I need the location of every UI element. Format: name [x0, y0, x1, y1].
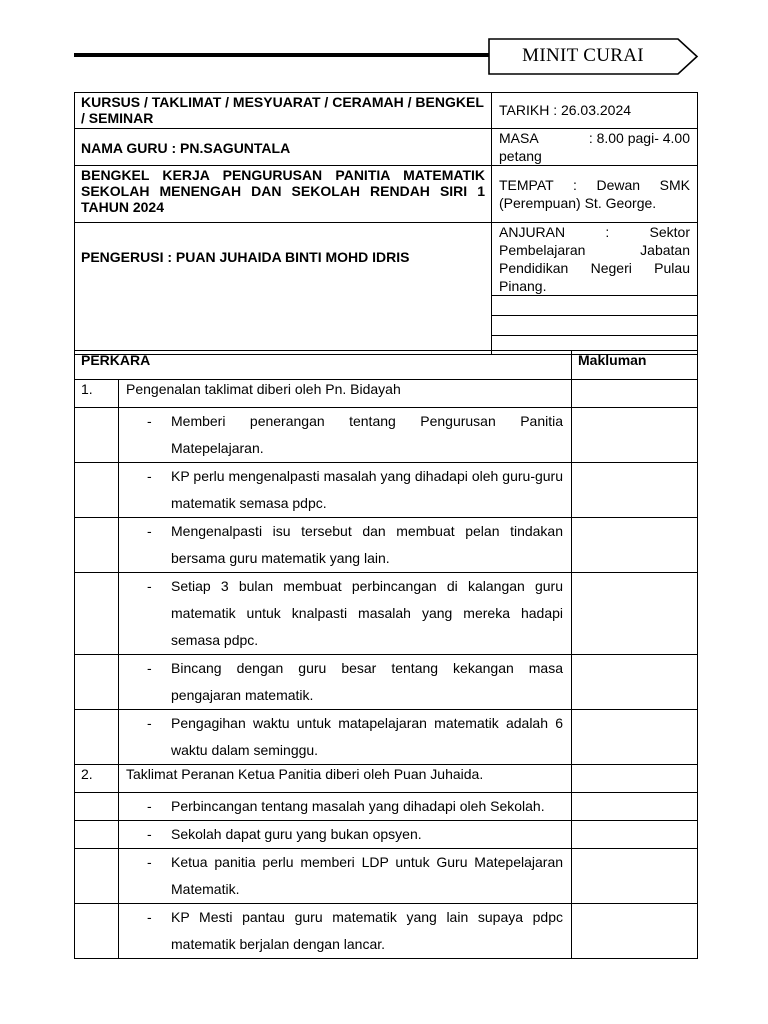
organizer-field: ANJURAN : Sektor Pembelajaran Jabatan Pendidikan Negeri Pulau Pinang.	[492, 223, 698, 296]
makluman-cell	[572, 408, 698, 463]
list-item	[119, 793, 572, 821]
bullet-dash: -	[147, 660, 152, 676]
list-item-text: Sekolah dapat guru yang bukan opsyen.	[171, 826, 422, 842]
time-value-cont: petang	[499, 148, 542, 164]
list-item-text: Memberi penerangan tentang Pengurusan Panitia Matepelajaran.	[171, 413, 564, 456]
list-item	[119, 821, 572, 849]
minutes-table	[74, 350, 698, 959]
bullet-dash: -	[147, 854, 152, 870]
list-item	[119, 849, 572, 904]
number-cell	[75, 463, 119, 518]
header-rule	[74, 53, 490, 57]
list-item-text: Pengagihan waktu untuk matapelajaran matematik adalah 6 waktu dalam seminggu.	[171, 715, 564, 758]
list-item-text: Setiap 3 bulan membuat perbincangan di kalangan guru matematik untuk knalpasti masalah yang mereka hadapi semasa pdpc.	[171, 578, 564, 648]
list-item	[119, 518, 572, 573]
bullet-dash: -	[147, 413, 152, 429]
number-cell	[75, 518, 119, 573]
number-cell	[75, 573, 119, 655]
bullet-dash: -	[147, 826, 152, 842]
number-cell	[75, 655, 119, 710]
makluman-cell	[572, 849, 698, 904]
meeting-info-table	[74, 92, 698, 355]
venue-field: TEMPAT : Dewan SMK (Perempuan) St. George.	[492, 166, 698, 223]
makluman-cell	[572, 518, 698, 573]
makluman-cell	[572, 765, 698, 793]
number-cell	[75, 904, 119, 959]
list-item	[119, 463, 572, 518]
list-item-text: Ketua panitia perlu memberi LDP untuk Guru Matepelajaran Matematik.	[171, 854, 564, 897]
list-item	[119, 573, 572, 655]
document-title: MINIT CURAI	[522, 45, 644, 66]
number-cell	[75, 821, 119, 849]
bullet-dash: -	[147, 523, 152, 539]
workshop-title: BENGKEL KERJA PENGURUSAN PANITIA MATEMATIK SEKOLAH MENENGAH DAN SEKOLAH RENDAH SIRI 1 TAHUN 2024	[75, 166, 492, 223]
makluman-cell	[572, 573, 698, 655]
bullet-dash: -	[147, 468, 152, 484]
makluman-header: Makluman	[572, 351, 698, 380]
makluman-cell	[572, 710, 698, 765]
number-cell	[75, 793, 119, 821]
number-cell	[75, 710, 119, 765]
date-field: TARIKH : 26.03.2024	[492, 93, 698, 129]
time-field	[492, 129, 698, 166]
bullet-dash: -	[147, 578, 152, 594]
section-title: Pengenalan taklimat diberi oleh Pn. Bidayah	[119, 380, 572, 408]
section-title: Taklimat Peranan Ketua Panitia diberi oleh Puan Juhaida.	[119, 765, 572, 793]
activity-type-label: KURSUS / TAKLIMAT / MESYUARAT / CERAMAH / BENGKEL / SEMINAR	[75, 93, 492, 129]
makluman-cell	[572, 904, 698, 959]
list-item	[119, 655, 572, 710]
blank-row	[492, 316, 698, 336]
makluman-cell	[572, 821, 698, 849]
chairperson: PENGERUSI : PUAN JUHAIDA BINTI MOHD IDRIS	[75, 223, 492, 355]
bullet-dash: -	[147, 715, 152, 731]
list-item-text: Bincang dengan guru besar tentang kekangan masa pengajaran matematik.	[171, 660, 564, 703]
section-number: 2.	[75, 765, 119, 793]
document-title-tag	[488, 38, 698, 75]
makluman-cell	[572, 655, 698, 710]
list-item-text: KP perlu mengenalpasti masalah yang dihadapi oleh guru-guru matematik semasa pdpc.	[171, 468, 564, 511]
time-label: MASA	[499, 130, 539, 146]
number-cell	[75, 849, 119, 904]
blank-row	[492, 296, 698, 316]
list-item	[119, 408, 572, 463]
makluman-cell	[572, 380, 698, 408]
makluman-cell	[572, 463, 698, 518]
teacher-name: NAMA GURU : PN.SAGUNTALA	[75, 129, 492, 166]
number-cell	[75, 408, 119, 463]
list-item-text: Mengenalpasti isu tersebut dan membuat pelan tindakan bersama guru matematik yang lain.	[171, 523, 564, 566]
section-number: 1.	[75, 380, 119, 408]
perkara-header: PERKARA	[75, 351, 572, 380]
bullet-dash: -	[147, 909, 152, 925]
list-item	[119, 904, 572, 959]
list-item	[119, 710, 572, 765]
bullet-dash: -	[147, 798, 152, 814]
list-item-text: KP Mesti pantau guru matematik yang lain supaya pdpc matematik berjalan dengan lancar.	[171, 909, 564, 952]
time-value: : 8.00 pagi- 4.00	[588, 130, 690, 146]
list-item-text: Perbincangan tentang masalah yang dihadapi oleh Sekolah.	[171, 798, 545, 814]
makluman-cell	[572, 793, 698, 821]
